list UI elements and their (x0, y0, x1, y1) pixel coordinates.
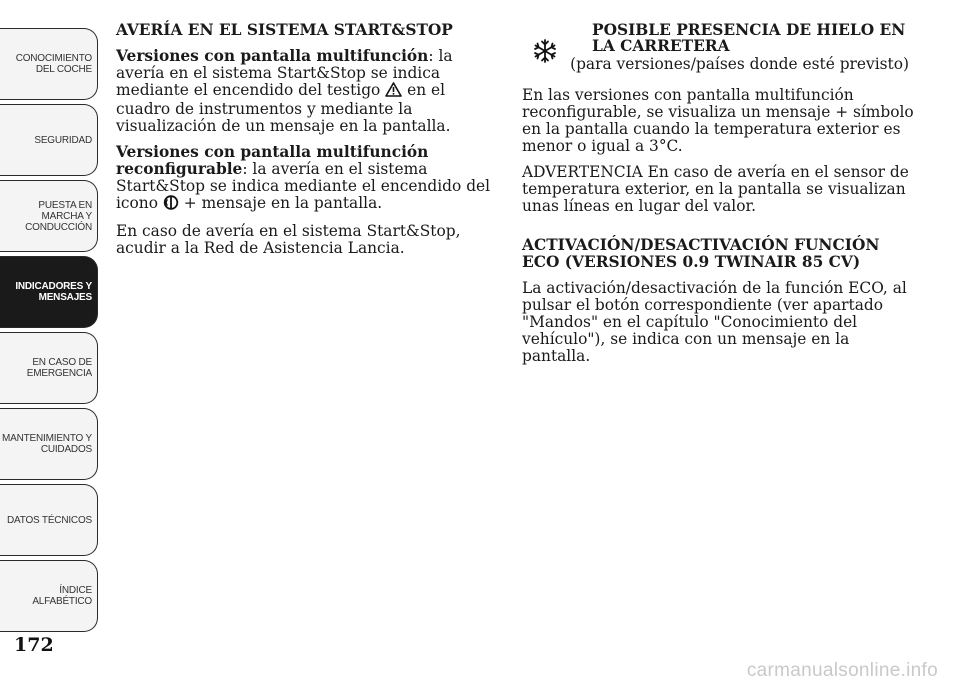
tab-seguridad[interactable] (0, 104, 98, 176)
tab-label: EN CASO DE EMERGENCIA (26, 357, 92, 379)
section-heading-start-stop: AVERÍA EN EL SISTEMA START&STOP (116, 21, 453, 39)
paragraph-text: en el cuadro de instrumentos y mediante la visualización de un mensaje en la pantalla. (116, 81, 451, 135)
tab-conocimiento-del-coche[interactable] (0, 28, 98, 100)
tab-en-caso-de-emergencia[interactable] (0, 332, 98, 404)
paragraph-text: + mensaje en la pantalla. (178, 194, 383, 212)
paragraph-sensor-warning: ADVERTENCIA En caso de avería en el sensor de temperatura exterior, en la pantalla se visualizan unas líneas en lugar del valor. (522, 163, 909, 215)
right-column (522, 22, 917, 374)
snowflake-icon (532, 38, 558, 64)
chapter-sidebar (0, 0, 100, 686)
paragraph-text: : la avería en el sistema Start&Stop se indica mediante el encendido del testigo (116, 47, 453, 99)
paragraph-multifunction (116, 48, 496, 135)
warning-triangle-icon (385, 82, 402, 101)
watermark: carmanualsonline.info (746, 660, 938, 681)
paragraph-assistance: En caso de avería en el sistema Start&Stop, acudir a la Red de Asistencia Lancia. (116, 222, 461, 257)
tab-label: INDICADORES Y MENSAJES (15, 281, 92, 303)
ice-warning-block (522, 22, 917, 73)
ice-heading: POSIBLE PRESENCIA DE HIELO EN LA CARRETERA (592, 21, 906, 55)
paragraph-eco: La activación/desactivación de la función ECO, al pulsar el botón correspondiente (ver apartado "Mandos" en el capítulo "Conocimiento del vehículo"), se indica con un mensaje en la pantalla. (522, 279, 907, 365)
bold-lead: Versiones con pantalla multifunción reconfigurable (116, 143, 429, 178)
paragraph-ice-message: En las versiones con pantalla multifunción reconfigurable, se visualiza un mensaje + símbolo en la pantalla cuando la temperatura exterior es menor o igual a 3°C. (522, 86, 914, 155)
tab-indice-alfabetico[interactable] (0, 560, 98, 632)
tab-label: DATOS TÉCNICOS (7, 514, 92, 526)
tab-puesta-en-marcha[interactable] (0, 180, 98, 252)
ice-subtitle: (para versiones/países donde esté previsto) (570, 55, 909, 73)
bold-lead: Versiones con pantalla multifunción (116, 47, 429, 65)
tab-label: CONOCIMIENTO DEL COCHE (15, 53, 92, 75)
tab-mantenimiento-y-cuidados[interactable] (0, 408, 98, 480)
tab-label: SEGURIDAD (34, 134, 92, 146)
page-number: 172 (14, 634, 54, 656)
left-column (116, 22, 496, 266)
tab-indicadores-y-mensajes[interactable] (0, 256, 98, 328)
tab-datos-tecnicos[interactable] (0, 484, 98, 556)
paragraph-reconfigurable (116, 144, 496, 214)
tab-label: PUESTA EN MARCHA Y CONDUCCIÓN (25, 199, 92, 233)
tab-label: MANTENIMIENTO Y CUIDADOS (2, 433, 92, 455)
tab-label: ÍNDICE ALFABÉTICO (32, 585, 92, 607)
paragraph-text: : la avería en el sistema Start&Stop se indica mediante el encendido del icono (116, 160, 491, 212)
start-stop-failure-icon (163, 195, 179, 214)
section-heading-eco: ACTIVACIÓN/DESACTIVACIÓN FUNCIÓN ECO (VERSIONES 0.9 TWINAIR 85 CV) (522, 236, 880, 271)
